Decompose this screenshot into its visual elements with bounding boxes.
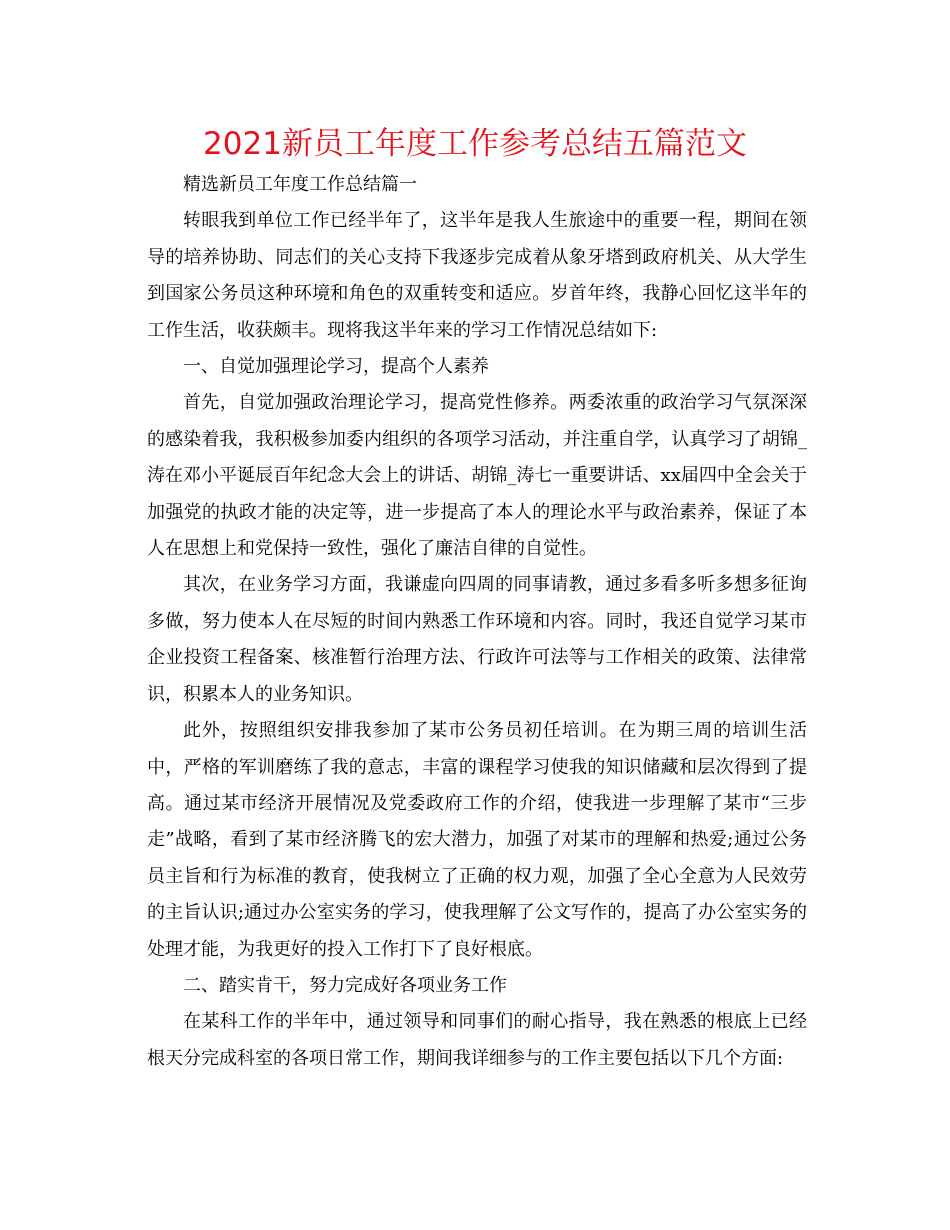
document-title: 2021新员工年度工作参考总结五篇范文	[203, 126, 747, 162]
paragraph-second: 其次，在业务学习方面，我谦虚向四周的同事请教，通过多看多听多想多征询多做，努力使本人在尽短的时间内熟悉工作环境和内容。同时，我还自觉学习某市企业投资工程备案、核准暂行治理方法、行政许可法等与工作相关的政策、法律常识，积累本人的业务知识。	[147, 574, 807, 705]
paragraph-first: 首先，自觉加强政治理论学习，提高党性修养。两委浓重的政治学习气氛深深的感染着我，我积极参加委内组织的各项学习活动，并注重自学，认真学习了胡锦_涛在邓小平诞辰百年纪念大会上的讲话、胡锦_涛七一重要讲话、xx届四中全会关于加强党的执政才能的决定等，进一步提高了本人的理论水平与政治素养，保证了本人在思想上和党保持一致性，强化了廉洁自律的自觉性。	[147, 392, 807, 560]
paragraph-section-heading: 精选新员工年度工作总结篇一	[183, 174, 417, 195]
document-body	[147, 167, 807, 1077]
paragraph-intro: 转眼我到单位工作已经半年了，这半年是我人生旅途中的重要一程，期间在领导的培养协助、同志们的关心支持下我逐步完成着从象牙塔到政府机关、从大学生到国家公务员这种环境和角色的双重转变和适应。岁首年终，我静心回忆这半年的工作生活，收获颇丰。现将我这半年来的学习工作情况总结如下:	[147, 210, 807, 341]
paragraph-heading-1: 一、自觉加强理论学习，提高个人素养	[183, 356, 489, 378]
paragraph-third: 此外，按照组织安排我参加了某市公务员初任培训。在为期三周的培训生活中，严格的军训磨练了我的意志，丰富的课程学习使我的知识储藏和层次得到了提高。通过某市经济开展情况及党委政府工作的介绍，使我进一步理解了某市“三步走”战略，看到了某市经济腾飞的宏大潜力，加强了对某市的理解和热爱;通过公务员主旨和行为标准的教育，使我树立了正确的权力观，加强了全心全意为人民效劳的主旨认识;通过办公室实务的学习，使我理解了公文写作的，提高了办公室实务的处理才能，为我更好的投入工作打下了良好根底。	[147, 720, 807, 960]
paragraph-heading-2: 二、踏实肯干，努力完成好各项业务工作	[183, 974, 507, 996]
paragraph-fourth: 在某科工作的半年中，通过领导和同事们的耐心指导，我在熟悉的根底上已经根天分完成科室的各项日常工作，期间我详细参与的工作主要包括以下几个方面:	[147, 1011, 807, 1069]
